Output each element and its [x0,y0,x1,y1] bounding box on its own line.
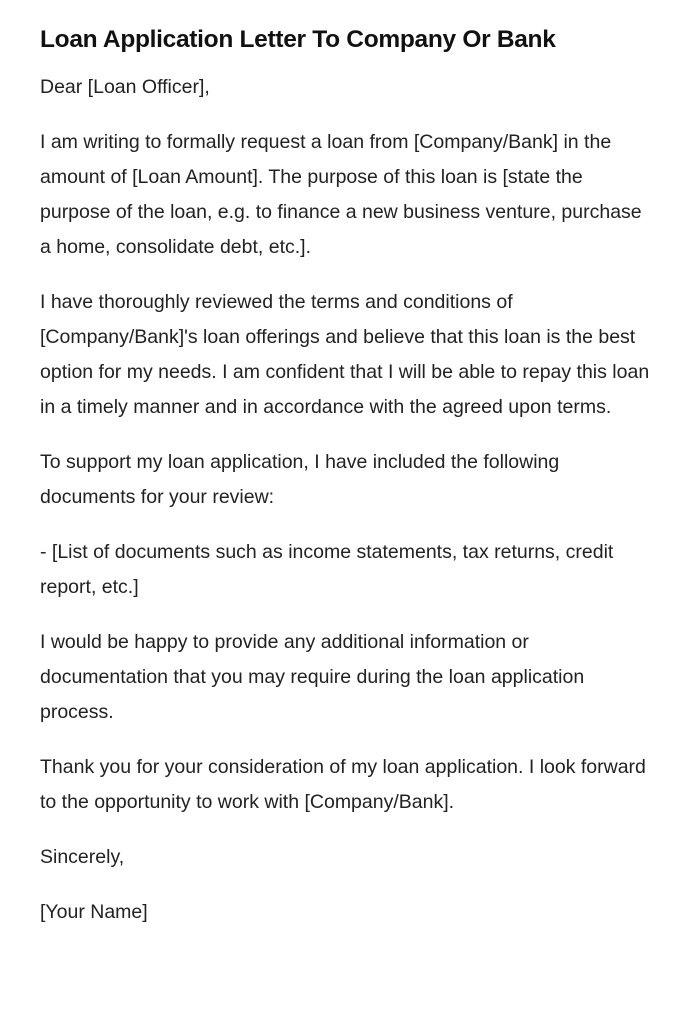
paragraph-loan-request: I am writing to formally request a loan from [Company/Bank] in the amount of [Loan Amount]. The purpose of this loan is [state the purpose of the loan, e.g. to finance a new business venture, purchase a home, consolidate debt, etc.]. [40,131,642,258]
paragraph-additional-info: I would be happy to provide any additional information or documentation that you may require during the loan application process. [40,631,585,723]
paragraph-terms-review: I have thoroughly reviewed the terms and conditions of [Company/Bank]'s loan offerings and believe that this loan is the best option for my needs. I am confident that I will be able to repay this loan in a timely manner and in accordance with the agreed upon terms. [40,291,650,418]
paragraph-document-list: - [List of documents such as income statements, tax returns, credit report, etc.] [40,541,614,598]
letter-page [40,22,650,950]
letter-signature: [Your Name] [40,901,148,923]
letter-title: Loan Application Letter To Company Or Bank [40,26,556,53]
letter-salutation: Dear [Loan Officer], [40,76,210,98]
letter-closing: Sincerely, [40,846,125,868]
paragraph-thank-you: Thank you for your consideration of my loan application. I look forward to the opportunity to work with [Company/Bank]. [40,756,646,813]
paragraph-supporting-documents: To support my loan application, I have included the following documents for your review: [40,451,560,508]
